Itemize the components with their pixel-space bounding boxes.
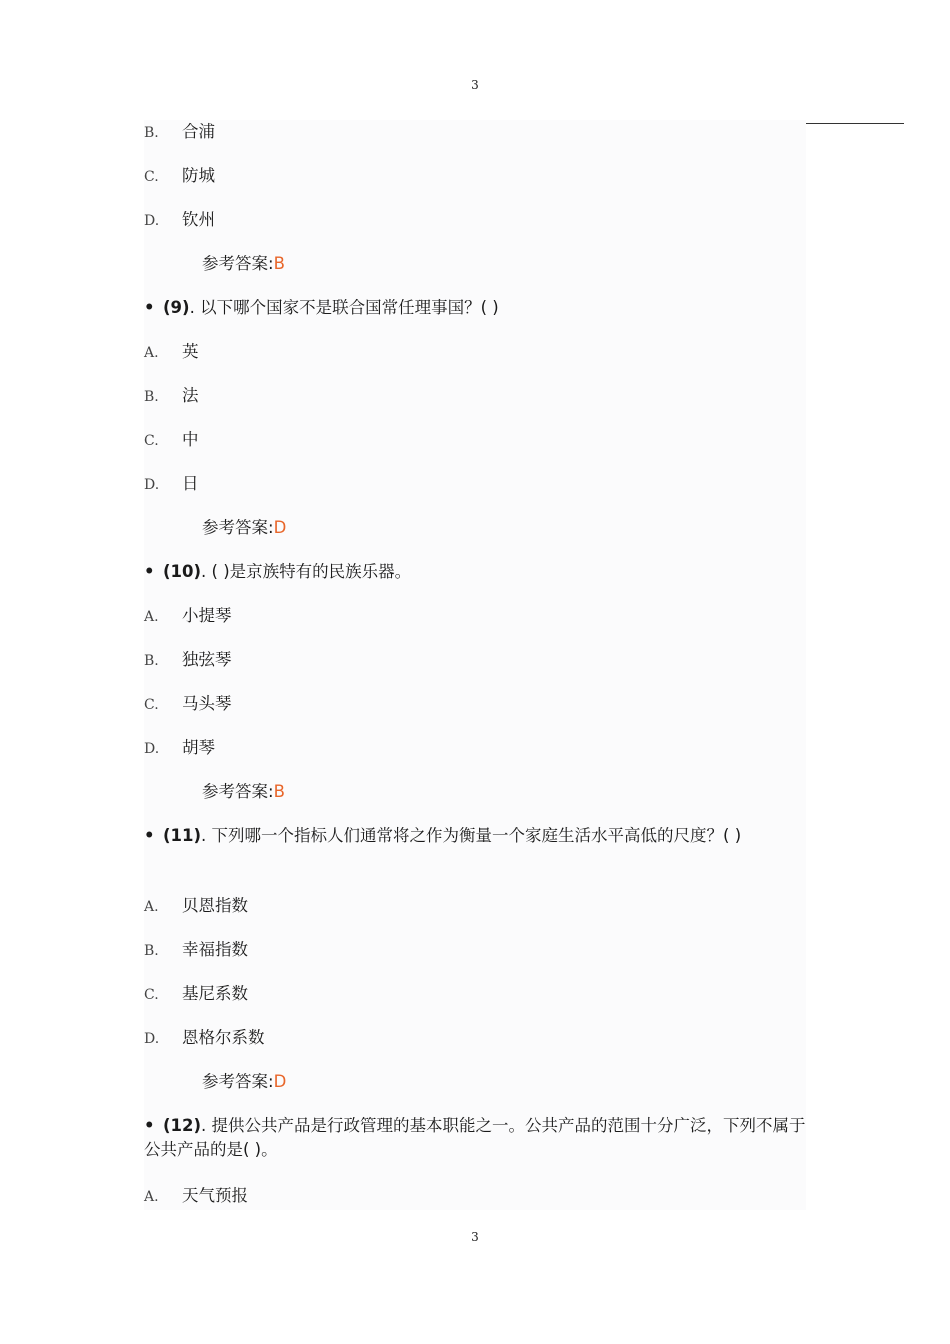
option-row: C. 基尼系数	[144, 984, 248, 1003]
option-row: D. 日	[144, 474, 199, 493]
option-row: A. 贝恩指数	[144, 896, 248, 915]
option-row: B. 幸福指数	[144, 940, 248, 959]
question-content	[144, 120, 806, 1210]
bullet-icon: •	[144, 562, 155, 581]
bullet-icon: •	[144, 1116, 155, 1135]
option-row: D. 胡琴	[144, 738, 215, 757]
question-9: • (9). 以下哪个国家不是联合国常任理事国？( )	[144, 296, 806, 320]
option-row: C. 防城	[144, 166, 215, 185]
option-row: C. 中	[144, 430, 199, 449]
option-row: D. 恩格尔系数	[144, 1028, 265, 1047]
bullet-icon: •	[144, 298, 155, 317]
question-10: • (10). ( )是京族特有的民族乐器。	[144, 560, 806, 584]
option-row: B. 法	[144, 386, 199, 405]
answer-value: B	[273, 254, 285, 273]
option-row: B. 合浦	[144, 122, 215, 141]
option-row: B. 独弦琴	[144, 650, 232, 669]
answer-row: 参考答案:B	[202, 254, 285, 273]
answer-row: 参考答案:B	[202, 782, 285, 801]
option-row: A. 英	[144, 342, 199, 361]
option-row: A. 天气预报	[144, 1186, 248, 1205]
bullet-icon: •	[144, 826, 155, 845]
option-row: D. 钦州	[144, 210, 215, 229]
page-number-top: 3	[471, 78, 479, 92]
answer-row: 参考答案:D	[202, 1072, 287, 1091]
question-12: • (12). 提供公共产品是行政管理的基本职能之一。公共产品的范围十分广泛，下列不属于公共产品的是( )。	[144, 1116, 806, 1159]
question-11: • (11). 下列哪一个指标人们通常将之作为衡量一个家庭生活水平高低的尺度？( )	[144, 824, 806, 848]
answer-value: D	[273, 1072, 287, 1091]
answer-value: B	[273, 782, 285, 801]
page-number-bottom: 3	[471, 1230, 479, 1244]
option-row: C. 马头琴	[144, 694, 232, 713]
answer-row: 参考答案:D	[202, 518, 287, 537]
option-row: A. 小提琴	[144, 606, 232, 625]
answer-value: D	[273, 518, 287, 537]
